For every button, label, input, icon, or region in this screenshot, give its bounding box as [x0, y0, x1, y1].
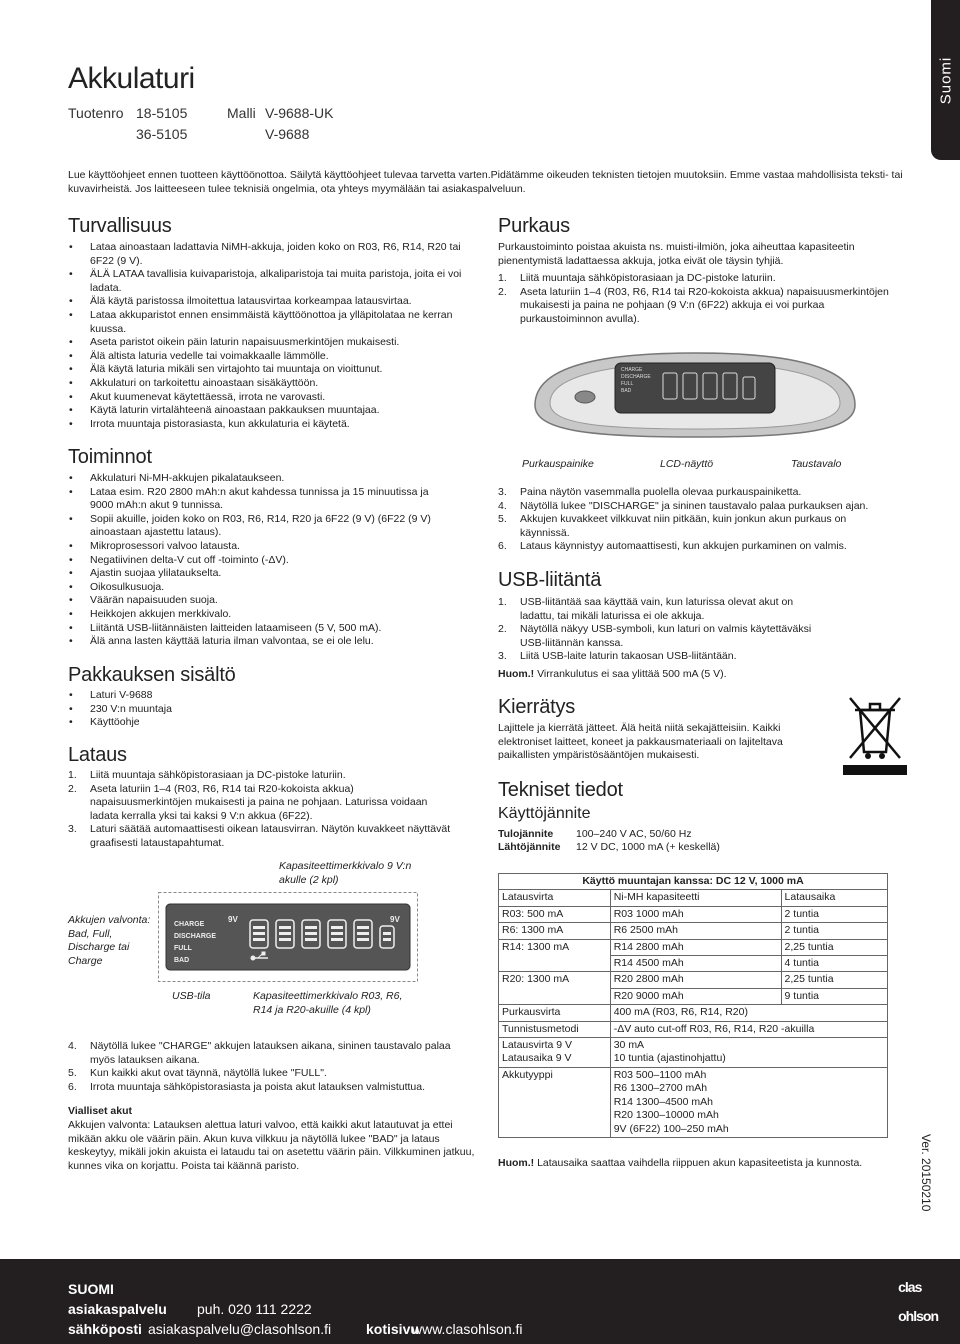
input-voltage-value: 100–240 V AC, 50/60 Hz [576, 828, 692, 840]
intro-text: Lue käyttöohjeet ennen tuotteen käyttöönottoa. Säilytä käyttöohjeet tulevaa tarvetta varten.Pidätämme oikeuden teknisten tietojen muutoksiin. Emme vastaa mahdollisista teksti- tai kuvavirheistä. Jos laitteeseen tulee teknisiä ongelmia, ota yhteys myymälään tai asiakaspalveluun. [68, 169, 903, 195]
table-row: R03: 500 mA R03 1000 mAh 2 tuntia [499, 906, 888, 922]
fig-label-lcd: LCD-näyttö [660, 458, 714, 470]
list-item: • Heikkojen akkujen merkkivalo. [68, 608, 448, 622]
svg-text:FULL: FULL [621, 381, 634, 387]
safety-heading: Turvallisuus [68, 215, 172, 237]
tech-heading: Tekniset tiedot [498, 779, 623, 801]
list-item: 3. Paina näytön vasemmalla puolella olevaa purkauspainiketta. [498, 486, 802, 498]
language-tab [931, 0, 960, 160]
model-1: V-9688-UK [265, 105, 334, 121]
list-item: • 230 V:n muuntaja [68, 703, 448, 717]
footer-email-label: sähköposti [68, 1321, 142, 1337]
recycling-text: Lajittele ja kierrätä jätteet. Älä heitä niitä sekajätteisiin. Kaikki elektroniset laitteet, koneet ja pakkausmateriaali on lajiteltava paikallisten ympäristösääntöjen mukaisesti. [498, 722, 783, 762]
svg-text:DISCHARGE: DISCHARGE [621, 374, 651, 380]
faulty-text: Akkujen valvonta: Latauksen alettua laturi valvoo, että kaikki akut latautuvat ja ettei mikään akku ole väärin päin. Akun kuva vilkkuu ja näytöllä lukee "BAD" ja lataus keskeytyy, mikäli jokin akuista ei lataudu tai on asetettu väärin päin. Vilkkuminen jatkuu, kunnes vika on korjattu. Poista tai käännä paristo. [68, 1119, 475, 1172]
fig-label-usb: USB-tila [172, 990, 211, 1002]
list-item: 1. Liitä muuntaja sähköpistorasiaan ja DC-pistoke laturiin. [68, 769, 346, 781]
version-label: Ver. 20150210 [919, 1134, 933, 1212]
discharge-steps-2 [498, 486, 893, 554]
fig-label-battery-indicator: Kapasiteettimerkkivalo R03, R6, R14 ja R20-akuille (4 kpl) [253, 990, 403, 1016]
fig-label-backlight: Taustavalo [791, 458, 842, 470]
list-item: • Älä käytä paristossa ilmoitettua latausvirtaa korkeampaa latausvirtaa. [68, 295, 463, 309]
list-item: • Mikroprosessori valvoo latausta. [68, 540, 448, 554]
usb-heading: USB-liitäntä [498, 569, 602, 591]
table-row: Tunnistusmetodi -ΔV auto cut-off R03, R6, R14, R20 -akuilla [499, 1021, 888, 1037]
list-item: • Laturi V-9688 [68, 689, 448, 703]
weee-bin-icon [840, 690, 910, 780]
list-item: 6. Lataus käynnistyy automaattisesti, kun akkujen purkaminen on valmis. [498, 540, 847, 553]
spec-table [498, 873, 888, 1138]
footer [0, 1259, 960, 1344]
list-item: • Akkulaturi on tarkoitettu ainoastaan sisäkäyttöön. [68, 377, 463, 391]
table-row: Akkutyyppi R03 500–1100 mAh R6 1300–2700 mAh R14 1300–4500 mAh R20 1300–10000 mAh 9V (6F22) 100–250 mAh [499, 1067, 888, 1137]
list-item: • Älä anna lasten käyttää laturia ilman valvontaa, se ei ole lelu. [68, 635, 448, 649]
lcd-9v-right-text: 9V [390, 915, 400, 924]
list-item: • Älä altista laturia vedelle tai voimakkaalle lämmölle. [68, 350, 463, 364]
charging-heading: Lataus [68, 744, 127, 766]
fig-label-monitoring: Akkujen valvonta: Bad, Full, Discharge tai Charge [68, 914, 151, 967]
list-item: 4. Näytöllä lukee "CHARGE" akkujen latauksen aikana, sininen taustavalo palaa myös latauksen aikana. [68, 1040, 451, 1066]
package-list [68, 689, 448, 730]
table-row: R14 4500 mAh 4 tuntia [499, 956, 888, 972]
list-item: 2. Aseta laturiin 1–4 (R03, R6, R14 tai R20-kokoista akkua) napaisuusmerkintöjen mukaisesti ja paina ne pohjaan (9 V:n (6F22) akkuja ei voi purkaa purkaustoiminnon avulla). [498, 285, 889, 325]
table-header: Käyttö muuntajan kanssa: DC 12 V, 1000 mA [499, 874, 888, 890]
list-item: • Lataa ainoastaan ladattavia NiMH-akkuja, joiden koko on R03, R6, R14, R20 tai 6F22 (9 V). [68, 241, 463, 268]
table-row: Latausvirta 9 V Latausaika 9 V 30 mA 10 tuntia (ajastinohjattu) [499, 1038, 888, 1068]
table-row: Purkausvirta 400 mA (R03, R6, R14, R20) [499, 1005, 888, 1021]
list-item: • Käytä laturin virtalähteenä ainoastaan pakkauksen muuntajaa. [68, 404, 463, 418]
charging-steps [68, 769, 453, 851]
list-item: • Oikosulkusuoja. [68, 581, 448, 595]
charging-steps-2 [68, 1040, 453, 1094]
tech-subheading: Käyttöjännite [498, 805, 591, 822]
lcd-bad-text: BAD [174, 957, 190, 964]
model-label: Malli [227, 105, 256, 121]
footer-language: SUOMI [68, 1281, 114, 1297]
lcd-full-text: FULL [174, 945, 192, 952]
discharge-heading: Purkaus [498, 215, 570, 237]
table-row: R20 9000 mAh 9 tuntia [499, 988, 888, 1004]
page-title: Akkulaturi [68, 62, 195, 95]
footer-email-link[interactable]: asiakaspalvelu@clasohlson.fi [148, 1321, 332, 1337]
fig-label-discharge-button: Purkauspainike [522, 458, 594, 470]
list-item: 3. Liitä USB-laite laturin takaosan USB-liitäntään. [498, 650, 737, 663]
product-number-2: 36-5105 [136, 126, 188, 142]
version-wrapper [918, 1135, 934, 1225]
list-item: • Irrota muuntaja pistorasiasta, kun akkulaturia ei käytetä. [68, 418, 463, 432]
list-item: • Käyttöohje [68, 716, 448, 730]
list-item: • Negatiivinen delta-V cut off -toiminto (-ΔV). [68, 554, 448, 568]
list-item: 1. Liitä muuntaja sähköpistorasiaan ja DC-pistoke laturiin. [498, 272, 776, 284]
functions-list [68, 472, 448, 649]
list-item: • Väärän napaisuuden suoja. [68, 594, 448, 608]
product-number-1: 18-5105 [136, 105, 188, 121]
list-item: 5. Kun kaikki akut ovat täynnä, näytöllä lukee "FULL". [68, 1067, 327, 1080]
product-number-label: Tuotenro [68, 105, 124, 121]
list-item: 6. Irrota muuntaja sähköpistorasiasta ja poista akut latauksen valmistuttua. [68, 1080, 426, 1093]
footer-support-phone: puh. 020 111 2222 [197, 1301, 312, 1317]
list-item: • Sopii akuille, joiden koko on R03, R6, R14, R20 ja 6F22 (9 V) (6F22 (9 V) ainoastaan ajastettu lataus). [68, 513, 448, 540]
table-row: R6: 1300 mA R6 2500 mAh 2 tuntia [499, 923, 888, 939]
package-heading: Pakkauksen sisältö [68, 664, 236, 686]
fig-label-9v-indicator: Kapasiteettimerkkivalo 9 V:n akulle (2 kpl) [279, 860, 412, 886]
model-2: V-9688 [265, 126, 310, 142]
table-row: Latausvirta Ni-MH kapasiteetti Latausaika [499, 890, 888, 906]
clas-ohlson-logo: clas ohlson [898, 1279, 938, 1324]
footer-web-link[interactable]: www.clasohlson.fi [412, 1321, 523, 1337]
functions-heading: Toiminnot [68, 446, 152, 468]
faulty-heading: Vialliset akut [68, 1105, 133, 1117]
list-item: • Älä käytä laturia mikäli sen virtajohto tai muuntaja on vioittunut. [68, 363, 463, 377]
list-item: 2. Aseta laturiin 1–4 (R03, R6, R14 tai R20-kokoista akkua) napaisuusmerkintöjen mukaisesti ja paina ne pohjaan. Laturissa voidaan ladata kerralla yksi tai kaksi 9 V:n akkua (6F22). [68, 782, 428, 822]
output-voltage-value: 12 V DC, 1000 mA (+ keskellä) [576, 841, 720, 853]
usb-note: Huom.! Virrankulutus ei saa ylittää 500 mA (5 V). [498, 668, 727, 680]
list-item: • Aseta paristot oikein päin laturin napaisuusmerkintöjen mukaisesti. [68, 336, 463, 350]
table-row: R20: 1300 mA R20 2800 mAh 2,25 tuntia [499, 972, 888, 988]
discharge-button-icon [575, 391, 595, 403]
input-voltage-label: Tulojännite [498, 828, 554, 840]
discharge-steps [498, 272, 893, 326]
usb-steps [498, 596, 828, 664]
list-item: • Ajastin suojaa ylilataukselta. [68, 567, 448, 581]
list-item: • Liitäntä USB-liitännäisten laitteiden lataamiseen (5 V, 500 mA). [68, 622, 448, 636]
list-item: 4. Näytöllä lukee "DISCHARGE" ja sininen taustavalo palaa purkauksen ajan. [498, 499, 869, 512]
svg-text:BAD: BAD [621, 388, 632, 394]
list-item: 5. Akkujen kuvakkeet vilkkuvat niin pitkään, kuin jonkun akun purkaus on käynnissä. [498, 513, 847, 539]
list-item: 1. USB-liitäntää saa käyttää vain, kun laturissa olevat akut on ladattu, tai mikäli laturissa ei ole akkuja. [498, 596, 794, 622]
charger-illustration [525, 345, 865, 445]
list-item: • ÄLÄ LATAA tavallisia kuivaparistoja, alkaliparistoja tai muita paristoja, joita ei voi ladata. [68, 268, 463, 295]
table-row: R14: 1300 mA R14 2800 mAh 2,25 tuntia [499, 939, 888, 955]
output-voltage-label: Lähtöjännite [498, 841, 561, 853]
list-item: • Lataa esim. R20 2800 mAh:n akut kahdessa tunnissa ja 15 minuutissa ja 9000 mAh:n akut 9 tunnissa. [68, 486, 448, 513]
tech-note: Huom.! Latausaika saattaa vaihdella riippuen akun kapasiteetista ja kunnosta. [498, 1157, 863, 1169]
discharge-text: Purkaustoiminto poistaa akuista ns. muisti-ilmiön, joka aiheuttaa kapasiteetin pienentymistä ladattaessa akkuja, jotka eivät ole täysin tyhjiä. [498, 241, 855, 267]
svg-text:CHARGE: CHARGE [621, 367, 643, 373]
lcd-charge-text: CHARGE [174, 921, 205, 928]
list-item: • Lataa akkuparistot ennen ensimmäistä käyttöönottoa ja ylläpitolataa ne kerran kuussa. [68, 309, 463, 336]
language-tab-label: Suomi [937, 56, 954, 104]
list-item: 3. Laturi säätää automaattisesti oikean latausvirran. Näytön kuvakkeet näyttävät graafisesti lataustapahtumat. [68, 823, 451, 849]
footer-support-label: asiakaspalvelu [68, 1301, 167, 1317]
footer-web-label: kotisivu [366, 1321, 419, 1337]
list-item: • Akkulaturi Ni-MH-akkujen pikalataukseen. [68, 472, 448, 486]
lcd-discharge-text: DISCHARGE [174, 933, 217, 940]
list-item: 2. Näytöllä näkyy USB-symboli, kun laturi on valmis käytettäväksi USB-liitännän kanssa. [498, 623, 812, 649]
lcd-display-diagram [158, 892, 418, 982]
list-item: • Akut kuumenevat käytettäessä, irrota ne varovasti. [68, 391, 463, 405]
safety-list [68, 241, 463, 431]
recycling-heading: Kierrätys [498, 696, 576, 718]
lcd-9v-left-text: 9V [228, 915, 238, 924]
